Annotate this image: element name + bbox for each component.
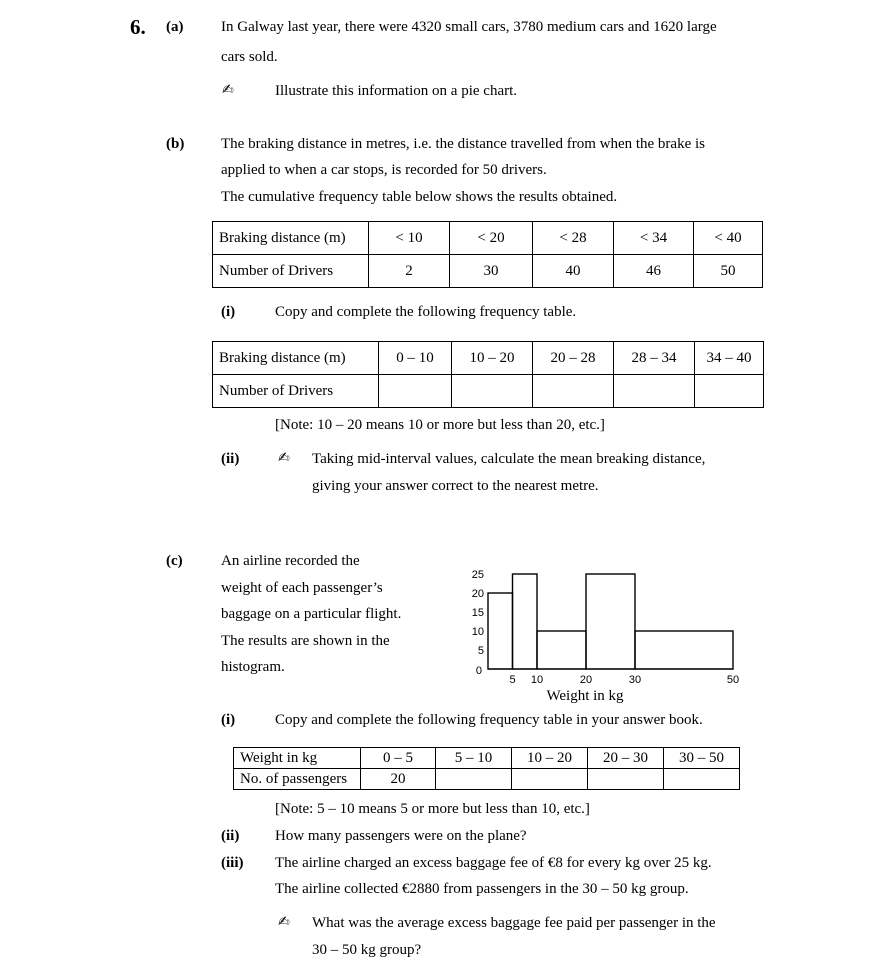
question-number: 6. [130, 15, 146, 39]
part-c-ii-text: How many passengers were on the plane? [275, 828, 527, 844]
part-b-line1: The braking distance in metres, i.e. the distance travelled from when the brake is [221, 136, 705, 152]
part-c-text-line: baggage on a particular flight. [221, 606, 402, 622]
table-cell: 30 [450, 255, 533, 288]
pen-icon: ✍ [278, 914, 290, 930]
y-tick-label: 15 [471, 607, 484, 619]
table-cell: < 10 [369, 222, 450, 255]
part-c-text-line: An airline recorded the [221, 553, 360, 569]
part-c-note: [Note: 5 – 10 means 5 or more but less than 10, etc.] [275, 801, 590, 817]
part-c-label: (c) [166, 553, 183, 569]
table-cell: 0 – 5 [361, 748, 436, 769]
histogram-bar [635, 631, 733, 669]
y-tick-label: 10 [471, 626, 484, 638]
table-cell: 5 – 10 [436, 748, 512, 769]
table-cell: 20 [361, 769, 436, 790]
part-a-label: (a) [166, 19, 184, 35]
weight-frequency-table [233, 747, 740, 790]
table-cell: 46 [614, 255, 694, 288]
table-cell: Number of Drivers [213, 255, 369, 288]
table-cell [379, 375, 452, 408]
table-cell: < 20 [450, 222, 533, 255]
part-b-line3: The cumulative frequency table below shows the results obtained. [221, 189, 618, 205]
part-c-text-line: weight of each passenger’s [221, 580, 383, 596]
frequency-table [212, 341, 764, 408]
part-c-iii-q-line1: What was the average excess baggage fee paid per passenger in the [312, 915, 716, 931]
x-tick-label: 20 [579, 674, 593, 686]
part-b-line2: applied to when a car stops, is recorded for 50 drivers. [221, 162, 547, 178]
table-cell: < 40 [694, 222, 763, 255]
table-cell: Braking distance (m) [213, 222, 369, 255]
part-b-ii-label: (ii) [221, 451, 240, 467]
table-cell: 2 [369, 255, 450, 288]
part-b-i-label: (i) [221, 304, 236, 320]
part-c-text-line: The results are shown in the [221, 633, 390, 649]
table-cell [436, 769, 512, 790]
part-a-instruction: Illustrate this information on a pie chart. [275, 83, 518, 99]
table-cell: 30 – 50 [664, 748, 740, 769]
pen-icon: ✍ [278, 450, 290, 466]
table-cell: 40 [533, 255, 614, 288]
table-cell [588, 769, 664, 790]
table-cell: Number of Drivers [213, 375, 379, 408]
histogram-bar [513, 574, 538, 669]
pen-icon: ✍ [222, 82, 234, 98]
y-tick-label: 20 [471, 588, 484, 600]
y-tick-label: 5 [477, 645, 484, 657]
part-b-ii-line1: Taking mid-interval values, calculate the mean breaking distance, [312, 451, 706, 467]
table-cell [452, 375, 533, 408]
part-c-iii-q-line2: 30 – 50 kg group? [312, 942, 422, 958]
part-c-text-line: histogram. [221, 659, 285, 675]
table-cell: 34 – 40 [695, 342, 764, 375]
part-c-ii-label: (ii) [221, 828, 240, 844]
table-cell: 0 – 10 [379, 342, 452, 375]
table-cell: 20 – 28 [533, 342, 614, 375]
table-cell [695, 375, 764, 408]
part-c-iii-line2: The airline collected €2880 from passengers in the 30 – 50 kg group. [275, 881, 689, 897]
table-cell: 28 – 34 [614, 342, 695, 375]
cumulative-frequency-table [212, 221, 763, 288]
part-c-i-text: Copy and complete the following frequency table in your answer book. [275, 712, 703, 728]
table-cell [614, 375, 695, 408]
part-c-iii-label: (iii) [221, 855, 244, 871]
part-b-ii-line2: giving your answer correct to the nearest metre. [312, 478, 599, 494]
origin-tick-label: 0 [475, 665, 482, 677]
table-cell: 10 – 20 [512, 748, 588, 769]
table-cell: 20 – 30 [588, 748, 664, 769]
histogram-bar [586, 574, 635, 669]
x-axis-label: Weight in kg [546, 688, 624, 704]
histogram-bar [488, 593, 513, 669]
part-b-note: [Note: 10 – 20 means 10 or more but less than 20, etc.] [275, 417, 605, 433]
part-a-line1: In Galway last year, there were 4320 small cars, 3780 medium cars and 1620 large [221, 19, 717, 35]
x-tick-label: 30 [628, 674, 642, 686]
x-tick-label: 50 [726, 674, 740, 686]
table-cell: Weight in kg [234, 748, 361, 769]
histogram-bar [537, 631, 586, 669]
table-cell [664, 769, 740, 790]
table-cell: 10 – 20 [452, 342, 533, 375]
table-cell: No. of passengers [234, 769, 361, 790]
histogram-chart [460, 545, 740, 705]
part-b-i-text: Copy and complete the following frequency table. [275, 304, 577, 320]
part-b-label: (b) [166, 136, 185, 152]
table-cell: Braking distance (m) [213, 342, 379, 375]
part-a-line2: cars sold. [221, 49, 278, 65]
table-cell [533, 375, 614, 408]
part-c-i-label: (i) [221, 712, 236, 728]
table-cell: < 34 [614, 222, 694, 255]
table-cell [512, 769, 588, 790]
x-tick-label: 5 [509, 674, 516, 686]
x-tick-label: 10 [530, 674, 544, 686]
part-c-iii-line1: The airline charged an excess baggage fee of €8 for every kg over 25 kg. [275, 855, 712, 871]
table-cell: 50 [694, 255, 763, 288]
table-cell: < 28 [533, 222, 614, 255]
y-tick-label: 25 [471, 569, 484, 581]
